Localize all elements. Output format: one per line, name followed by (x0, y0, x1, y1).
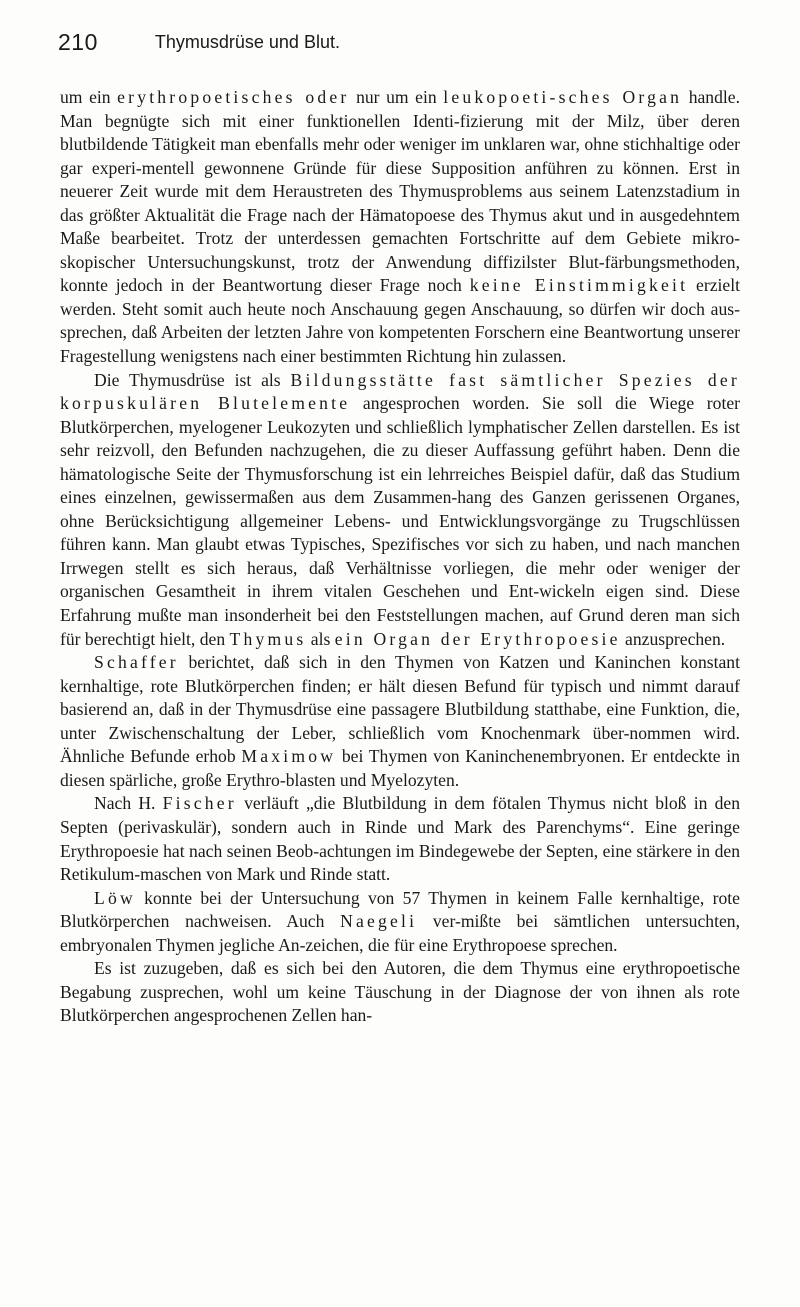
text-run: handle. Man begnügte sich mit einer funktionellen Identi-fizierung mit der Milz, über deren blutbildende Tätigkeit man ebenfalls mehr oder weniger im unklaren war, ohne stichhaltige oder gar experi-mentell gewonnene Gründe für diese Supposition anführen zu können. Erst in neuerer Zeit wurde mit dem Heraustreten des Thymusproblems aus seinem Latenzstadium in das größter Aktualität die Frage nach der Hämatopoese des Thymus akut und in ausgedehntem Maße bearbeitet. Trotz der unterdessen gemachten Fortschritte auf dem Gebiete mikro-skopischer Untersuchungskunst, trotz der Anwendung diffizilster Blut-färbungsmethoden, konnte jedoch in der Beantwortung dieser Frage noch (60, 87, 741, 296)
text-run: anzusprechen. (620, 628, 726, 649)
paragraph (60, 369, 740, 652)
running-title: Thymusdrüse und Blut. (154, 31, 340, 52)
text-run: angesprochen worden. Sie soll die Wiege roter Blutkörperchen, myelogener Leukozyten und schließlich lymphatischer Zellen darstellen. Es ist sehr reizvoll, den Befunden nachzugehen, die zu dieser Auffassung geführt haben. Denn die hämatologische Seite der Thymusforschung ist ein lehrreiches Beispiel dafür, daß das Studium eines einzelnen, gewissermaßen aus dem Zusammen-hang des Ganzen gerissenen Organes, ohne Berücksichtigung allgemeiner Lebens- und Entwicklungsvorgänge zu Trugschlüssen führen kann. Man glaubt etwas Typisches, Spezifisches vor sich zu haben, und nach manchen Irrwegen stellt es sich heraus, daß Verhältnisse vorliegen, die mehr oder weniger der organischen Gesamtheit in ihrem vitalen Geschehen und Ent-wickeln eigen sind. Diese Erfahrung mußte man insonderheit bei den Feststellungen machen, auf Grund deren man sich für berechtigt hielt, den (60, 393, 740, 649)
spaced-text: Fischer (162, 793, 237, 814)
spaced-text: Naegeli (340, 911, 418, 932)
text-run: als (306, 628, 335, 649)
body-text (60, 86, 740, 1028)
spaced-text: erythropoetisches oder (117, 87, 350, 107)
spaced-text: Thymus (229, 628, 307, 649)
text-run: ver-mißte bei sämtlichen untersuchten, embryonalen Thymen jegliche An-zeichen, die für eine Erythropoese sprechen. (60, 911, 740, 955)
text-run: bei Thymen von Kaninchenembryonen. Er entdeckte in diesen spärliche, große Erythro-blasten und Myelozyten. (60, 746, 740, 790)
paragraph (60, 651, 740, 792)
spaced-text: Maximow (241, 746, 337, 767)
running-head (58, 22, 742, 62)
spaced-text: Bildungsstätte fast sämtlicher Spezies der korpuskulären Blutelemente (60, 369, 740, 414)
paragraph (60, 792, 740, 886)
paragraph (60, 86, 740, 369)
spaced-text: leukopoeti-sches Organ (443, 87, 683, 107)
paragraph (60, 887, 740, 958)
text-run: um ein (60, 87, 118, 107)
spaced-text: keine Einstimmigkeit (469, 275, 689, 296)
text-run: Nach H. (94, 793, 163, 814)
text-run: Die Thymusdrüse ist als (94, 369, 291, 390)
text-run: konnte bei der Untersuchung von 57 Thymen in keinem Falle kernhaltige, rote Blutkörperchen nachweisen. Auch (60, 887, 740, 932)
text-run: berichtet, daß sich in den Thymen von Katzen und Kaninchen konstant kernhaltige, rote Blutkörperchen finden; er hält diesen Befund für typisch und nimmt darauf basierend an, daß in der Thymusdrüse eine passagere Blutbildung statthabe, eine Funktion, die, unter Zwischenschaltung der Leber, schließlich vom Knochenmark über-nommen wird. Ähnliche Befunde erhob (60, 652, 740, 767)
spaced-text: Löw (94, 887, 136, 908)
text-run: erzielt werden. Steht somit auch heute noch Anschauung gegen Anschauung, so dürfen wir doch aus-sprechen, daß Arbeiten der letzten Jahre von kompetenten Forschern eine Beantwortung unserer Fragestellung wenigstens nach einer bestimmten Richtung hin zulassen. (60, 275, 740, 367)
text-run: Es ist zuzugeben, daß es sich bei den Autoren, die dem Thymus eine erythropoetische Begabung zusprechen, wohl um keine Täuschung in der Diagnose der von ihnen als rote Blutkörperchen angesprochenen Zellen han- (60, 958, 740, 1026)
page-number: 210 (58, 28, 98, 55)
text-run: verläuft „die Blutbildung in dem fötalen Thymus nicht bloß in den Septen (perivaskulär), sondern auch in Rinde und Mark des Parenchyms“. Eine geringe Erythropoesie hat nach seinen Beob-achtungen im Bindegewebe der Septen, eine stärkere in den Retikulum-maschen von Mark und Rinde statt. (60, 793, 740, 885)
paragraph (60, 957, 740, 1028)
text-run: nur um ein (349, 87, 444, 107)
spaced-text: Schaffer (94, 652, 179, 673)
spaced-text: ein Organ der Erythropoesie (334, 628, 621, 649)
